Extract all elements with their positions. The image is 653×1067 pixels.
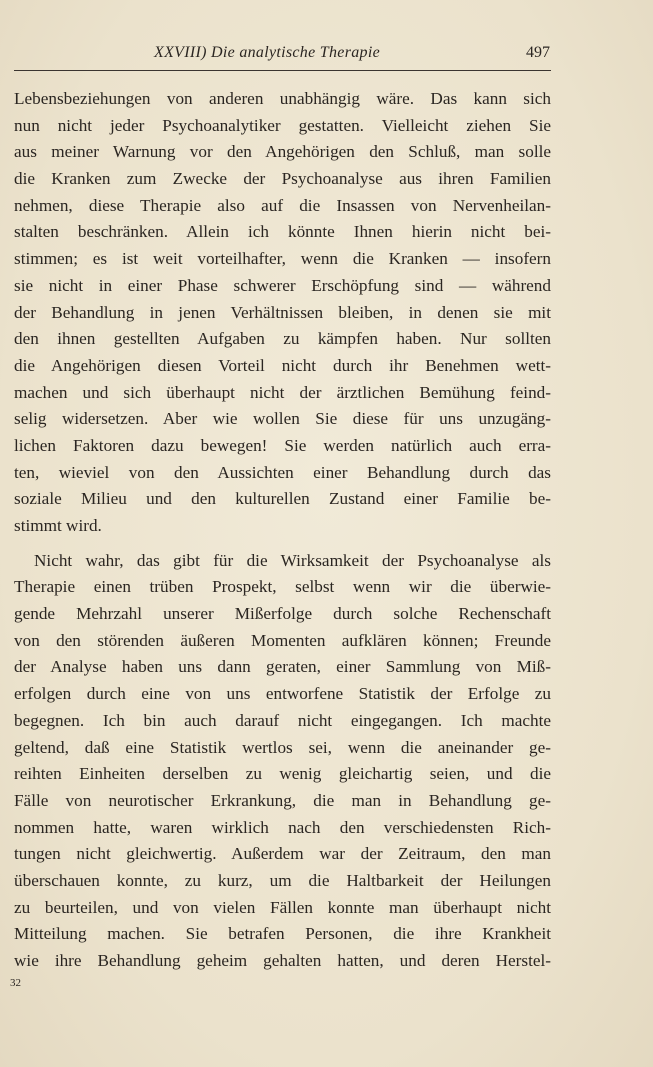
text-line: reihten Einheiten derselben zu wenig gleichartig seien, und die [14, 764, 551, 784]
text-line: machen und sich überhaupt nicht der ärztlichen Bemühung feind- [14, 382, 551, 402]
text-line: stimmen; es ist weit vorteilhafter, wenn die Kranken — insofern [14, 249, 551, 269]
text-line: Mitteilung machen. Sie betrafen Personen, die ihre Krankheit [14, 924, 551, 944]
text-line: lichen Faktoren dazu bewegen! Sie werden natürlich auch erra- [14, 435, 551, 455]
body-text [14, 86, 551, 975]
text-line: der Behandlung in jenen Verhältnissen bleiben, in denen sie mit [14, 302, 551, 322]
text-line: nun nicht jeder Psychoanalytiker gestatten. Vielleicht ziehen Sie [14, 115, 551, 135]
text-line: von den störenden äußeren Momenten aufklären können; Freunde [14, 630, 551, 650]
text-line: wie ihre Behandlung geheim gehalten hatten, und deren Herstel- [14, 951, 551, 970]
page-header [14, 44, 550, 66]
text-line: sie nicht in einer Phase schwerer Erschöpfung sind — während [14, 275, 551, 295]
page-number: 497 [526, 44, 550, 61]
text-line: ten, wieviel von den Aussichten einer Behandlung durch das [14, 462, 551, 482]
text-line: überschauen konnte, zu kurz, um die Haltbarkeit der Heilungen [14, 870, 551, 890]
text-line: stimmt wird. [14, 516, 102, 535]
text-line: die Kranken zum Zwecke der Psychoanalyse aus ihren Familien [14, 169, 551, 189]
text-line: begegnen. Ich bin auch darauf nicht eingegangen. Ich machte [14, 710, 551, 730]
signature-mark: 32 [10, 977, 21, 989]
paragraph-gap [14, 540, 551, 548]
text-line: Nicht wahr, das gibt für die Wirksamkeit der Psychoanalyse als [34, 550, 551, 570]
text-line: Therapie einen trüben Prospekt, selbst wenn wir die überwie- [14, 577, 551, 597]
text-line: aus meiner Warnung vor den Angehörigen den Schluß, man solle [14, 142, 551, 162]
text-line: der Analyse haben uns dann geraten, einer Sammlung von Miß- [14, 657, 551, 677]
text-line: selig widersetzen. Aber wie wollen Sie diese für uns unzugäng- [14, 409, 551, 429]
text-line: gende Mehrzahl unserer Mißerfolge durch solche Rechenschaft [14, 604, 551, 624]
text-line: Fälle von neurotischer Erkrankung, die man in Behandlung ge- [14, 790, 551, 810]
paragraph-1 [14, 86, 551, 540]
text-line: den ihnen gestellten Aufgaben zu kämpfen haben. Nur sollten [14, 329, 551, 349]
header-rule [14, 70, 551, 71]
text-line: nehmen, diese Therapie also auf die Insassen von Nervenheilan- [14, 195, 551, 215]
running-title: XXVIII) Die analytische Therapie [154, 44, 380, 61]
text-line: tungen nicht gleichwertig. Außerdem war der Zeitraum, den man [14, 844, 551, 864]
paragraph-2 [14, 548, 551, 975]
text-line: soziale Milieu und den kulturellen Zustand einer Familie be- [14, 489, 551, 509]
text-line: erfolgen durch eine von uns entworfene Statistik der Erfolge zu [14, 684, 551, 704]
text-line: stalten beschränken. Allein ich könnte Ihnen hierin nicht bei- [14, 222, 551, 242]
text-line: die Angehörigen diesen Vorteil nicht durch ihr Benehmen wett- [14, 355, 551, 375]
text-line: geltend, daß eine Statistik wertlos sei, wenn die aneinander ge- [14, 737, 551, 757]
text-line: Lebensbeziehungen von anderen unabhängig wäre. Das kann sich [14, 89, 551, 108]
text-line: nommen hatte, waren wirklich nach den verschiedensten Rich- [14, 817, 551, 837]
text-line: zu beurteilen, und von vielen Fällen konnte man überhaupt nicht [14, 897, 551, 917]
